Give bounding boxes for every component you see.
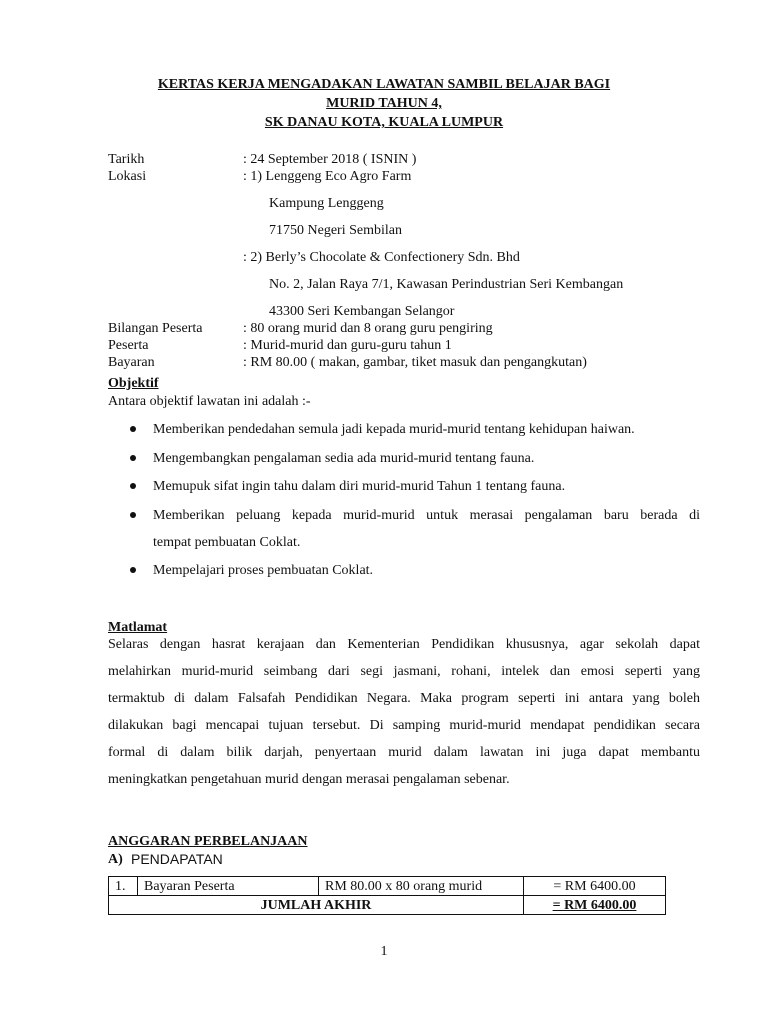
section-title: PENDAPATAN xyxy=(131,851,223,867)
matlamat-line-6: meningkatkan pengetahuan murid dengan merasai pengalaman sebenar. xyxy=(108,772,510,787)
row-calc: RM 80.00 x 80 orang murid xyxy=(319,877,524,896)
tarikh-label: Tarikh xyxy=(108,152,145,167)
row-number: 1. xyxy=(109,877,138,896)
bayaran-label: Bayaran xyxy=(108,355,155,370)
matlamat-line-4: dilakukan bagi mencapai tujuan tersebut. Di samping murid-murid mendapat pendidikan secara xyxy=(108,718,700,733)
lokasi-1-line-1: : 1) Lenggeng Eco Agro Farm xyxy=(243,169,412,184)
peserta-label: Peserta xyxy=(108,338,149,353)
matlamat-line-5: formal di dalam bilik darjah, penyertaan murid dalam lawatan ini juga dapat membantu xyxy=(108,745,700,760)
lokasi-label: Lokasi xyxy=(108,169,147,184)
bullet-2 xyxy=(130,455,136,461)
title-line-3: SK DANAU KOTA, KUALA LUMPUR xyxy=(264,115,504,130)
matlamat-line-3: termaktub di dalam Falsafah Pendidikan Negara. Maka program seperti ini antara yang boleh xyxy=(108,691,700,706)
total-label: JUMLAH AKHIR xyxy=(109,896,524,915)
table-row xyxy=(109,877,666,896)
table-total-row xyxy=(109,896,666,915)
page-number: 1 xyxy=(380,944,388,959)
matlamat-line-2: melahirkan murid-murid seimbang dari segi jasmani, rohani, intelek dan emosi seperti yang xyxy=(108,664,700,679)
bilangan-label: Bilangan Peserta xyxy=(108,321,203,336)
objektif-item-3: Memupuk sifat ingin tahu dalam diri murid-murid Tahun 1 tentang fauna. xyxy=(153,479,566,494)
budget-table xyxy=(108,876,666,915)
total-amount: = RM 6400.00 xyxy=(524,896,666,915)
lokasi-1-line-3: 71750 Negeri Sembilan xyxy=(269,223,402,238)
row-item: Bayaran Peserta xyxy=(138,877,319,896)
bullet-4 xyxy=(130,512,136,518)
title-line-2: MURID TAHUN 4, xyxy=(326,96,442,111)
objektif-item-1: Memberikan pendedahan semula jadi kepada murid-murid tentang kehidupan haiwan. xyxy=(153,422,635,437)
bullet-3 xyxy=(130,483,136,489)
section-letter: A) xyxy=(108,852,123,867)
matlamat-line-1: Selaras dengan hasrat kerajaan dan Kementerian Pendidikan khususnya, agar sekolah dapat xyxy=(108,637,700,652)
objektif-item-4-line-1: Memberikan peluang kepada murid-murid untuk merasai pengalaman baru berada di xyxy=(153,508,700,523)
matlamat-heading: Matlamat xyxy=(108,620,168,635)
bayaran-value: : RM 80.00 ( makan, gambar, tiket masuk dan pengangkutan) xyxy=(243,355,587,370)
title-line-1: KERTAS KERJA MENGADAKAN LAWATAN SAMBIL BELAJAR BAGI xyxy=(157,77,611,92)
objektif-item-2: Mengembangkan pengalaman sedia ada murid-murid tentang fauna. xyxy=(153,451,535,466)
peserta-value: : Murid-murid dan guru-guru tahun 1 xyxy=(243,338,452,353)
bullet-1 xyxy=(130,426,136,432)
lokasi-2-line-3: 43300 Seri Kembangan Selangor xyxy=(269,304,455,319)
tarikh-value: : 24 September 2018 ( ISNIN ) xyxy=(243,152,417,167)
row-amount: = RM 6400.00 xyxy=(524,877,666,896)
objektif-item-4-line-2: tempat pembuatan Coklat. xyxy=(153,535,301,550)
lokasi-1-line-2: Kampung Lenggeng xyxy=(269,196,384,211)
anggaran-heading: ANGGARAN PERBELANJAAN xyxy=(108,834,308,849)
bullet-5 xyxy=(130,567,136,573)
lokasi-2-line-1: : 2) Berly’s Chocolate & Confectionery Sdn. Bhd xyxy=(243,250,520,265)
lokasi-2-line-2: No. 2, Jalan Raya 7/1, Kawasan Perindustrian Seri Kembangan xyxy=(269,277,624,292)
bilangan-value: : 80 orang murid dan 8 orang guru pengiring xyxy=(243,321,493,336)
objektif-intro: Antara objektif lawatan ini adalah :- xyxy=(108,394,311,409)
objektif-item-5: Mempelajari proses pembuatan Coklat. xyxy=(153,563,374,578)
objektif-heading: Objektif xyxy=(108,376,159,391)
